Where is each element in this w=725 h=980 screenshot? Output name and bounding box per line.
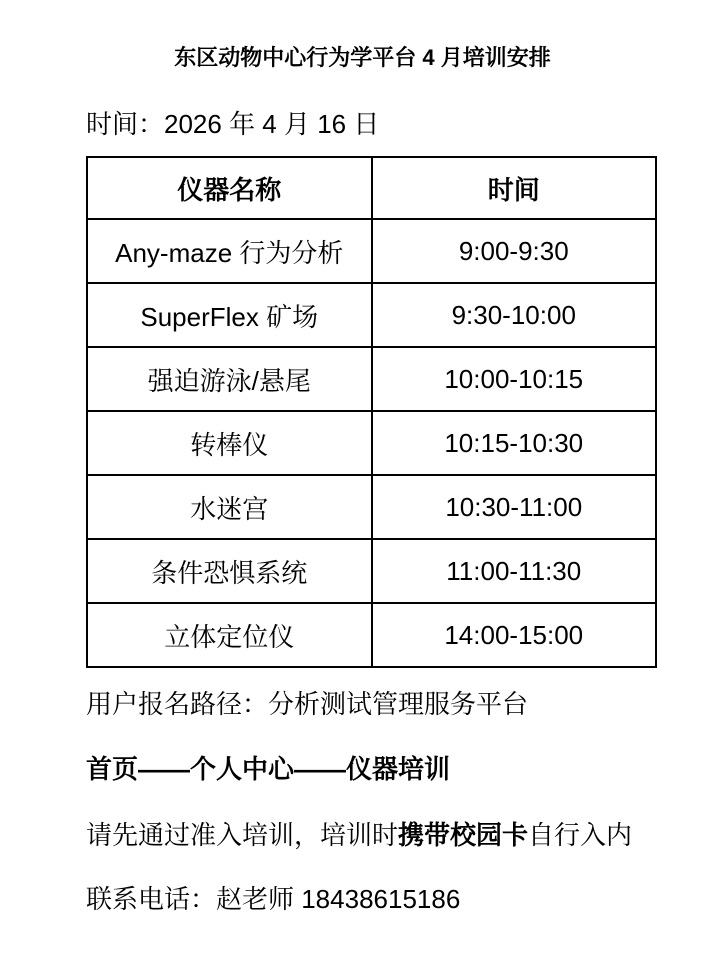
instrument-cell: 强迫游泳/悬尾 bbox=[87, 347, 372, 411]
notice-suffix: 自行入内 bbox=[528, 820, 633, 850]
page-title: 东区动物中心行为学平台 4 月培训安排 bbox=[174, 45, 551, 70]
notice-prefix: 请先通过准入培训，培训时 bbox=[86, 820, 399, 850]
time-cell: 9:00-9:30 bbox=[372, 219, 657, 283]
schedule-table-body bbox=[87, 219, 656, 667]
instrument-column-header: 仪器名称 bbox=[87, 157, 372, 219]
schedule-table-head bbox=[87, 157, 656, 219]
time-column-header: 时间 bbox=[372, 157, 657, 219]
table-row bbox=[87, 411, 656, 475]
nav-path-line: 首页——个人中心——仪器培训 bbox=[86, 754, 451, 784]
notice-line bbox=[86, 820, 685, 850]
instrument-cell: 条件恐惧系统 bbox=[87, 539, 372, 603]
contact-line: 联系电话：赵老师 18438615186 bbox=[86, 884, 461, 914]
table-row bbox=[87, 283, 656, 347]
instrument-cell: 立体定位仪 bbox=[87, 603, 372, 667]
schedule-table bbox=[86, 156, 657, 668]
time-cell: 11:00-11:30 bbox=[372, 539, 657, 603]
header-row bbox=[87, 157, 656, 219]
time-cell: 10:15-10:30 bbox=[372, 411, 657, 475]
time-cell: 10:00-10:15 bbox=[372, 347, 657, 411]
table-row bbox=[87, 347, 656, 411]
table-row bbox=[87, 219, 656, 283]
instrument-cell: 水迷宫 bbox=[87, 475, 372, 539]
table-row bbox=[87, 539, 656, 603]
table-row bbox=[87, 603, 656, 667]
instrument-cell: 转棒仪 bbox=[87, 411, 372, 475]
instrument-cell: SuperFlex 矿场 bbox=[87, 283, 372, 347]
table-row bbox=[87, 475, 656, 539]
signup-path-line: 用户报名路径：分析测试管理服务平台 bbox=[86, 689, 529, 719]
notice-bold-phrase: 携带校园卡 bbox=[398, 820, 529, 850]
time-cell: 9:30-10:00 bbox=[372, 283, 657, 347]
time-cell: 10:30-11:00 bbox=[372, 475, 657, 539]
instrument-cell: Any-maze 行为分析 bbox=[87, 219, 372, 283]
time-cell: 14:00-15:00 bbox=[372, 603, 657, 667]
date-line: 时间：2026 年 4 月 16 日 bbox=[86, 109, 380, 139]
